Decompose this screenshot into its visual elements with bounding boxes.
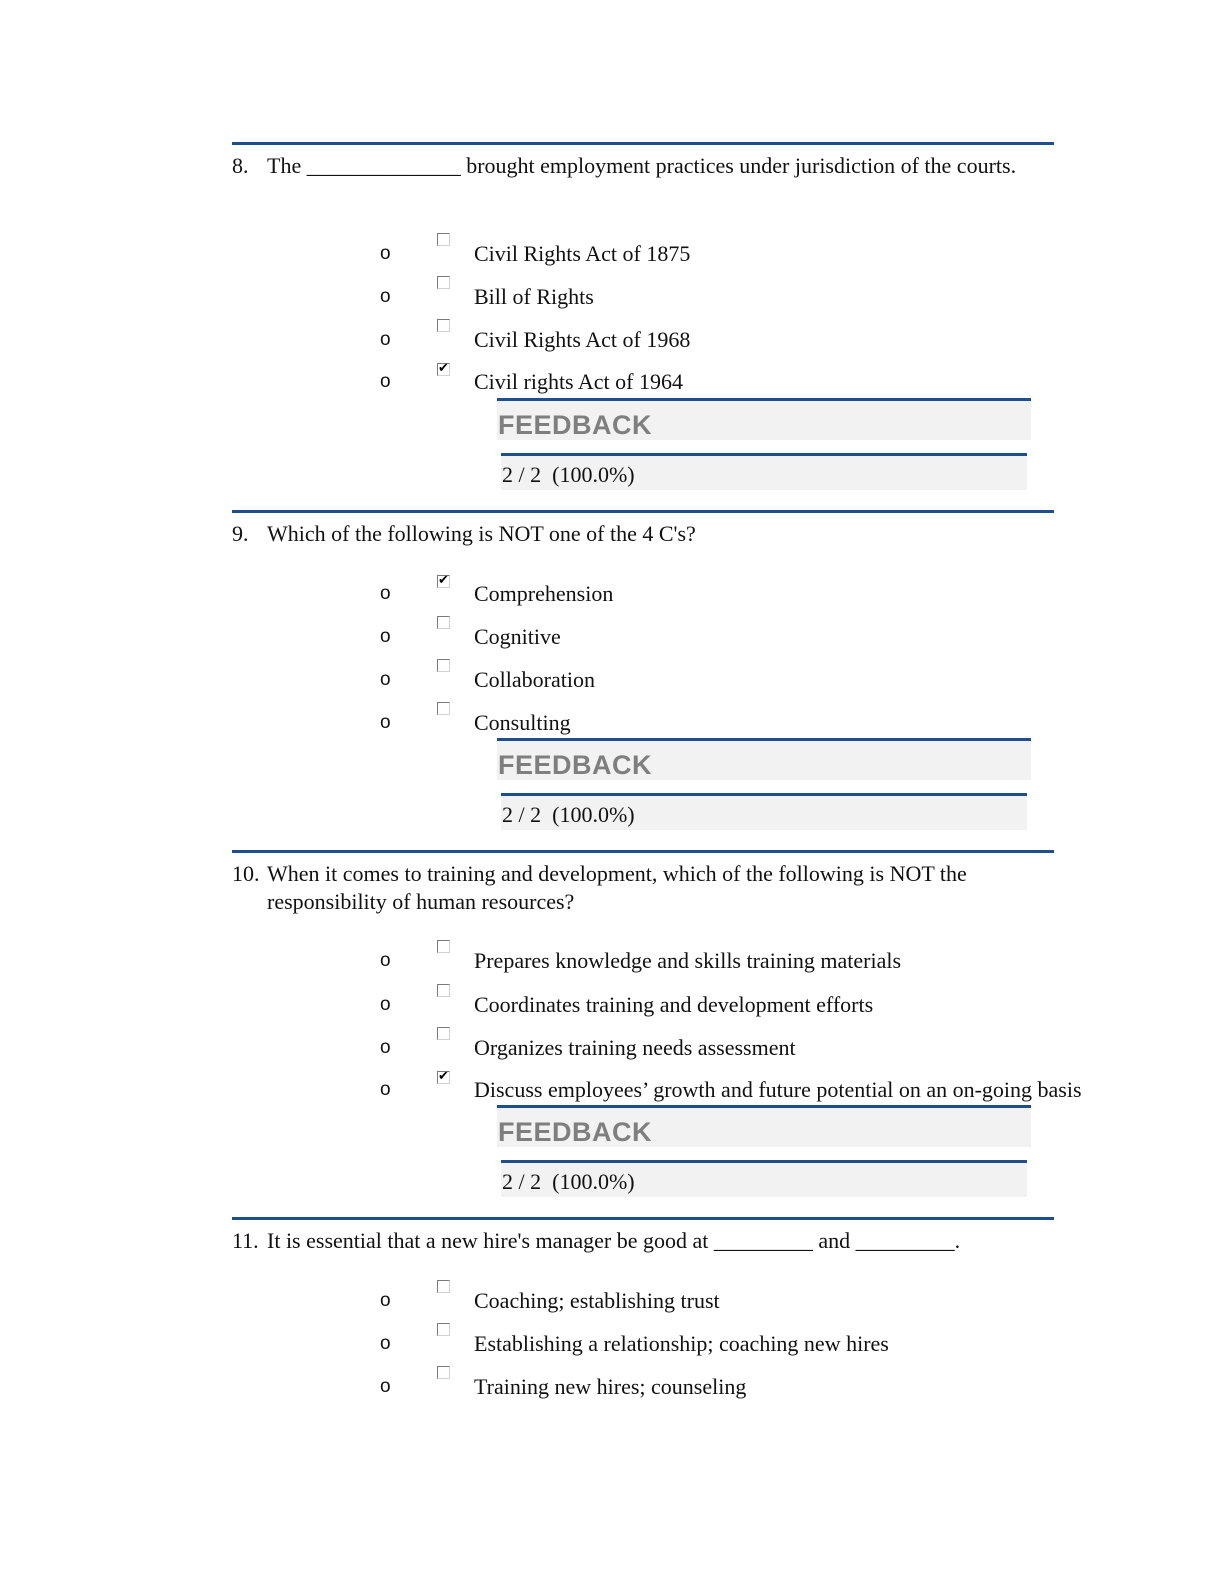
option-label: Consulting — [474, 710, 571, 735]
option-row — [380, 1286, 1140, 1316]
option-row — [380, 990, 1140, 1020]
option-label: Collaboration — [474, 667, 595, 692]
option-checkbox[interactable] — [437, 1323, 450, 1336]
bullet: o — [380, 1037, 391, 1058]
option-checkbox[interactable] — [437, 702, 450, 715]
feedback-title: FEEDBACK — [498, 1117, 653, 1147]
option-label: Training new hires; counseling — [474, 1374, 747, 1399]
option-checkbox[interactable] — [437, 276, 450, 289]
option-label: Civil rights Act of 1964 — [474, 369, 683, 394]
option-row — [380, 361, 1140, 397]
option-row — [380, 622, 1140, 652]
option-label: Coaching; establishing trust — [474, 1288, 720, 1313]
option-checkbox[interactable] — [437, 233, 450, 246]
question-text: Which of the following is NOT one of the 4 C's? — [267, 521, 696, 546]
option-row — [380, 1329, 1140, 1359]
question-number: 9. — [232, 521, 249, 546]
option-checkbox-checked[interactable]: ✔ — [438, 361, 449, 376]
option-label: Bill of Rights — [474, 284, 594, 309]
option-label: Discuss employees’ growth and future potential on an on-going basis — [474, 1077, 1082, 1102]
question-text: When it comes to training and development, which of the following is NOT the responsibility of human resources? — [267, 861, 967, 914]
feedback-body — [501, 793, 1027, 830]
question-divider — [232, 510, 1054, 513]
bullet: o — [380, 1376, 391, 1397]
bullet: o — [380, 950, 391, 971]
option-label: Establishing a relationship; coaching new hires — [474, 1331, 889, 1356]
option-row — [380, 708, 1140, 738]
feedback-panel — [497, 398, 1031, 490]
option-checkbox-checked[interactable]: ✔ — [438, 1069, 449, 1084]
option-row — [380, 1033, 1140, 1063]
feedback-body — [501, 1160, 1027, 1197]
question-text: It is essential that a new hire's manager be good at _________ and _________. — [267, 1228, 961, 1253]
option-label: Organizes training needs assessment — [474, 1035, 796, 1060]
option-row — [380, 573, 1140, 609]
option-label: Civil Rights Act of 1968 — [474, 327, 691, 352]
option-checkbox-checked[interactable]: ✔ — [438, 573, 449, 588]
bullet: o — [380, 712, 391, 733]
question-divider — [232, 142, 1054, 145]
bullet: o — [380, 583, 391, 604]
bullet: o — [380, 994, 391, 1015]
feedback-score: 2 / 2 (100.0%) — [502, 1169, 635, 1194]
feedback-title: FEEDBACK — [498, 410, 653, 440]
option-row — [380, 946, 1140, 976]
option-checkbox[interactable] — [437, 616, 450, 629]
bullet: o — [380, 626, 391, 647]
option-checkbox[interactable] — [437, 1027, 450, 1040]
question-number: 8. — [232, 153, 249, 178]
feedback-header — [497, 398, 1031, 440]
option-checkbox[interactable] — [437, 659, 450, 672]
option-row — [380, 239, 1140, 269]
feedback-score: 2 / 2 (100.0%) — [502, 802, 635, 827]
option-row — [380, 1069, 1140, 1105]
bullet: o — [380, 286, 391, 307]
bullet: o — [380, 329, 391, 350]
bullet: o — [380, 1333, 391, 1354]
option-label: Cognitive — [474, 624, 561, 649]
bullet: o — [380, 243, 391, 264]
option-checkbox[interactable] — [437, 319, 450, 332]
option-row — [380, 1372, 1140, 1402]
question-divider — [232, 1217, 1054, 1220]
option-checkbox[interactable] — [437, 984, 450, 997]
bullet: o — [380, 1079, 391, 1100]
option-label: Civil Rights Act of 1875 — [474, 241, 691, 266]
bullet: o — [380, 1290, 391, 1311]
feedback-panel — [497, 1105, 1031, 1197]
option-row — [380, 665, 1140, 695]
option-label: Prepares knowledge and skills training materials — [474, 948, 902, 973]
option-label: Coordinates training and development efforts — [474, 992, 874, 1017]
option-row — [380, 282, 1140, 312]
question-number: 11. — [232, 1228, 259, 1253]
feedback-header — [497, 738, 1031, 780]
option-checkbox[interactable] — [437, 940, 450, 953]
feedback-score: 2 / 2 (100.0%) — [502, 462, 635, 487]
bullet: o — [380, 669, 391, 690]
bullet: o — [380, 371, 391, 392]
question-text: The ______________ brought employment practices under jurisdiction of the courts. — [267, 153, 1017, 178]
question-divider — [232, 850, 1054, 853]
feedback-header — [497, 1105, 1031, 1147]
feedback-panel — [497, 738, 1031, 830]
question-number: 10. — [232, 861, 260, 886]
option-checkbox[interactable] — [437, 1366, 450, 1379]
option-row — [380, 325, 1140, 355]
option-checkbox[interactable] — [437, 1280, 450, 1293]
option-label: Comprehension — [474, 581, 614, 606]
feedback-body — [501, 453, 1027, 490]
feedback-title: FEEDBACK — [498, 750, 653, 780]
